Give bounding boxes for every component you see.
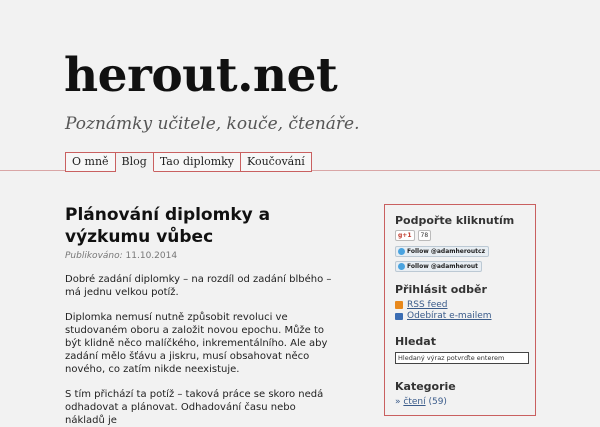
post-meta	[65, 251, 333, 261]
category-item[interactable]: » čtení (59)	[395, 397, 447, 407]
twitter-follow-button-1[interactable]	[395, 246, 489, 257]
gplus-button[interactable]: g+1	[395, 230, 415, 241]
subscribe-heading: Přihlásit odběr	[395, 283, 487, 296]
support-heading: Podpořte kliknutím	[395, 214, 515, 227]
category-count: (59)	[428, 397, 447, 407]
email-subscribe-link[interactable]	[395, 311, 492, 321]
gplus-widget[interactable]	[395, 230, 431, 241]
nav-item-blog[interactable]: Blog	[116, 152, 154, 172]
follow-label: Follow @adamherout	[407, 263, 479, 270]
search-input[interactable]	[395, 352, 529, 364]
email-label: Odebírat e-mailem	[407, 311, 492, 321]
main-nav	[65, 152, 312, 172]
twitter-icon	[398, 263, 405, 270]
categories-heading: Kategorie	[395, 380, 456, 393]
rss-icon	[395, 301, 403, 309]
post-title[interactable]: Plánování diplomky a výzkumu vůbec	[65, 205, 271, 247]
blog-post	[65, 204, 333, 427]
post-paragraph: Dobré zadání diplomky – na rozdíl od zadání blbého – má jednu velkou potíž.	[65, 274, 332, 298]
gplus-count: 78	[418, 230, 432, 241]
published-label: Publikováno:	[65, 251, 123, 261]
rss-label: RSS feed	[407, 300, 448, 310]
post-date: 11.10.2014	[125, 251, 178, 261]
mail-icon	[395, 313, 403, 320]
site-title[interactable]: herout.net	[64, 48, 338, 103]
search-heading: Hledat	[395, 335, 436, 348]
nav-item-o-mne[interactable]: O mně	[65, 152, 116, 172]
twitter-follow-button-2[interactable]	[395, 261, 482, 272]
post-paragraph: Diplomka nemusí nutně způsobit revoluci ve studovaném oboru a založit novou epochu. Může to být klidně něco malíčkého, inkrementálního. Ale aby zadání mělo šťávu a jiskru, musí obsahovat něco nového, co zatím nikde neexistuje.	[65, 312, 328, 375]
twitter-icon	[398, 248, 405, 255]
nav-item-koucovani[interactable]: Koučování	[241, 152, 312, 172]
follow-label: Follow @adamheroutcz	[407, 248, 486, 255]
rss-link[interactable]	[395, 300, 448, 310]
post-paragraph: S tím přichází ta potíž – taková práce se skoro nedá odhadovat a plánovat. Odhadování času nebo nákladů je	[65, 389, 324, 426]
nav-item-tao-diplomky[interactable]: Tao diplomky	[154, 152, 241, 172]
sidebar	[384, 204, 536, 416]
category-label[interactable]: čtení	[403, 397, 426, 407]
site-tagline: Poznámky učitele, kouče, čtenáře.	[65, 114, 360, 134]
